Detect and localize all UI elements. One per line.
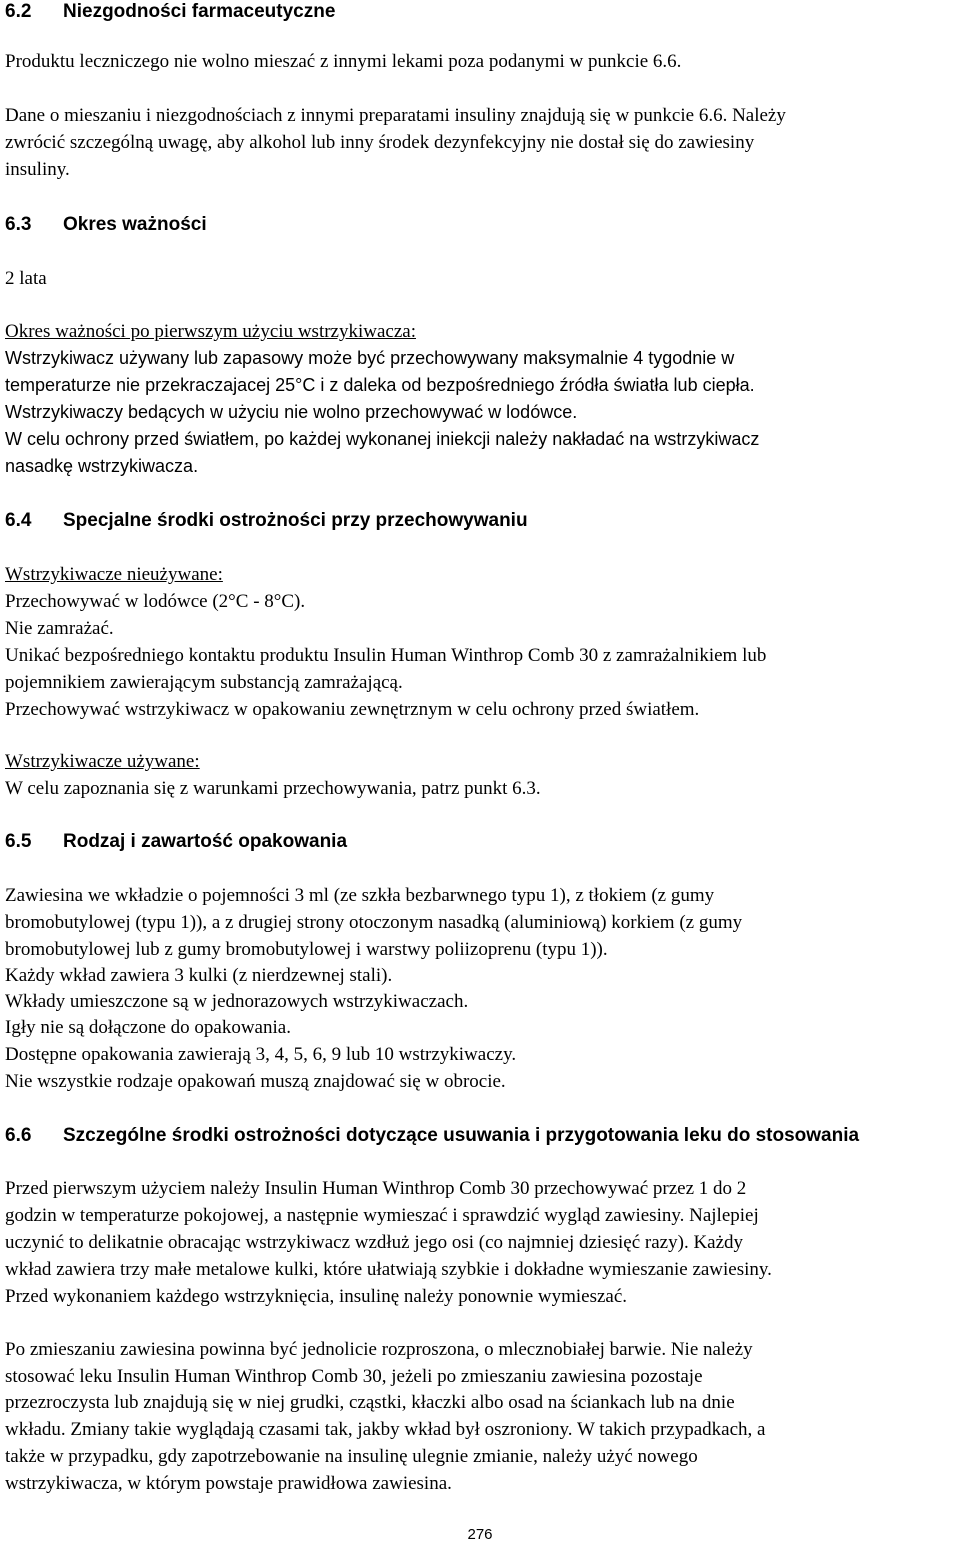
section-title: Niezgodności farmaceutyczne xyxy=(63,1,336,22)
text-line: Wstrzykiwaczy bedących w użyciu nie wolno przechowywać w lodówce. xyxy=(5,402,578,422)
text-line: zwrócić szczególną uwagę, aby alkohol lub inny środek dezynfekcyjny nie dostał się do zawiesiny xyxy=(5,132,755,153)
section-title: Szczególne środki ostrożności dotyczące usuwania i przygotowania leku do stosowania xyxy=(63,1125,860,1146)
text-line: wstrzykiwacza, w którym powstaje prawidłowa zawiesina. xyxy=(5,1473,452,1494)
text-line: Igły nie są dołączone do opakowania. xyxy=(5,1017,291,1038)
text-line: Po zmieszaniu zawiesina powinna być jednolicie rozproszona, o mlecznobiałej barwie. Nie należy xyxy=(5,1339,753,1360)
section-title: Okres ważności xyxy=(63,214,207,235)
section-number: 6.4 xyxy=(5,510,32,531)
subheading-used-pens: Wstrzykiwacze używane: xyxy=(5,751,200,772)
document-page xyxy=(5,0,955,1547)
shelf-life: 2 lata xyxy=(5,268,47,289)
page-number: 276 xyxy=(467,1526,493,1543)
text-line: W celu zapoznania się z warunkami przechowywania, patrz punkt 6.3. xyxy=(5,778,541,799)
text-line: Dostępne opakowania zawierają 3, 4, 5, 6, 9 lub 10 wstrzykiwaczy. xyxy=(5,1044,517,1065)
subheading-unused-pens: Wstrzykiwacze nieużywane: xyxy=(5,564,223,585)
text-line: Przechowywać wstrzykiwacz w opakowaniu zewnętrznym w celu ochrony przed światłem. xyxy=(5,699,700,720)
text-line: nasadkę wstrzykiwacza. xyxy=(5,456,199,476)
text-line: stosować leku Insulin Human Winthrop Comb 30, jeżeli po zmieszaniu zawiesina pozostaje xyxy=(5,1366,703,1387)
text-line: Nie zamrażać. xyxy=(5,618,114,639)
text-line: godzin w temperaturze pokojowej, a następnie wymieszać i sprawdzić wygląd zawiesiny. Najlepiej xyxy=(5,1205,759,1226)
text-line: przezroczysta lub znajdują się w niej grudki, cząstki, kłaczki albo osad na ściankach lub na dnie xyxy=(5,1392,735,1413)
text-line: W celu ochrony przed światłem, po każdej wykonanej iniekcji należy nakładać na wstrzykiwacz xyxy=(5,429,760,449)
text-line: Produktu leczniczego nie wolno mieszać z innymi lekami poza podanymi w punkcie 6.6. xyxy=(5,51,682,72)
section-6-2-heading xyxy=(5,0,335,25)
text-line: wkład zawiera trzy małe metalowe kulki, które ułatwiają szybkie i dokładne wymieszanie zawiesiny. xyxy=(5,1259,772,1280)
section-number: 6.5 xyxy=(5,831,32,852)
text-line: bromobutylowej (typu 1)), a z drugiej strony otoczonym nasadką (aluminiową) korkiem (z gumy xyxy=(5,912,743,933)
text-line: insuliny. xyxy=(5,159,70,180)
text-line: temperaturze nie przekraczajacej 25°C i z daleka od bezpośredniego źródła światła lub ciepła. xyxy=(5,375,755,395)
text-line: uczynić to delikatnie obracając wstrzykiwacz wzdłuż jego osi (co najmniej dziesięć razy). Każdy xyxy=(5,1232,744,1253)
text-line: Przechowywać w lodówce (2°C - 8°C). xyxy=(5,591,306,612)
section-title: Rodzaj i zawartość opakowania xyxy=(63,831,348,852)
text-line: Unikać bezpośredniego kontaktu produktu Insulin Human Winthrop Comb 30 z zamrażalnikiem lub xyxy=(5,645,767,666)
section-number: 6.6 xyxy=(5,1125,32,1146)
section-number: 6.3 xyxy=(5,214,32,235)
text-line: Przed wykonaniem każdego wstrzyknięcia, insulinę należy ponownie wymieszać. xyxy=(5,1286,628,1307)
text-line: Wstrzykiwacz używany lub zapasowy może być przechowywany maksymalnie 4 tygodnie w xyxy=(5,348,735,368)
text-line: Zawiesina we wkładzie o pojemności 3 ml (ze szkła bezbarwnego typu 1), z tłokiem (z gumy xyxy=(5,885,715,906)
section-6-3-heading xyxy=(5,211,207,238)
subheading-after-first-use: Okres ważności po pierwszym użyciu wstrzykiwacza: xyxy=(5,321,416,342)
text-line: pojemnikiem zawierającym substancją zamrażającą. xyxy=(5,672,403,693)
text-line: także w przypadku, gdy zapotrzebowanie na insulinę ulegnie zmianie, należy użyć nowego xyxy=(5,1446,698,1467)
section-6-5-heading xyxy=(5,828,347,855)
text-line: bromobutylowej lub z gumy bromobutylowej i warstwy poliizoprenu (typu 1)). xyxy=(5,939,608,960)
text-line: Dane o mieszaniu i niezgodnościach z innymi preparatami insuliny znajdują się w punkcie 6.6. Należy xyxy=(5,105,786,126)
text-line: wkładu. Zmiany takie wyglądają czasami tak, jakby wkład był oszroniony. W takich przypadkach, a xyxy=(5,1419,766,1440)
text-line: Przed pierwszym użyciem należy Insulin Human Winthrop Comb 30 przechowywać przez 1 do 2 xyxy=(5,1178,747,1199)
section-number: 6.2 xyxy=(5,1,32,22)
text-line: Nie wszystkie rodzaje opakowań muszą znajdować się w obrocie. xyxy=(5,1071,506,1092)
section-6-6-heading xyxy=(5,1122,859,1149)
section-6-4-heading xyxy=(5,507,528,534)
text-line: Wkłady umieszczone są w jednorazowych wstrzykiwaczach. xyxy=(5,991,469,1012)
section-title: Specjalne środki ostrożności przy przechowywaniu xyxy=(63,510,528,531)
text-line: Każdy wkład zawiera 3 kulki (z nierdzewnej stali). xyxy=(5,965,393,986)
